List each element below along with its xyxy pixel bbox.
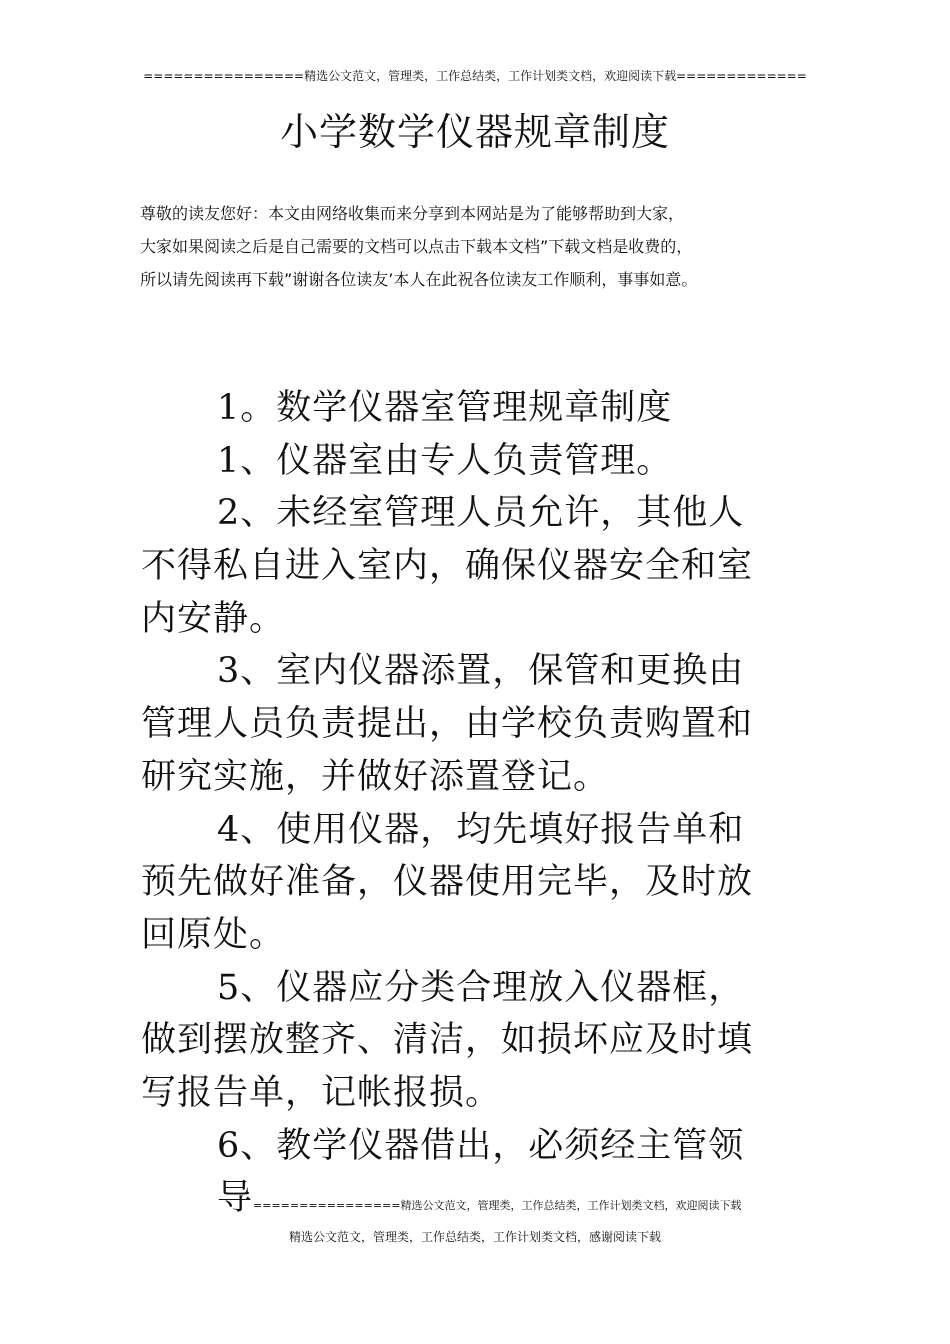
intro-line: 所以请先阅读再下载”谢谢各位读友’本人在此祝各位读友工作顺利，事事如意。 <box>140 270 698 289</box>
rule-4-line-1: 4、使用仪器，均先填好报告单和 <box>217 809 745 850</box>
rule-2-line-3: 内安静。 <box>141 598 286 639</box>
rule-6-line-2 <box>141 1172 821 1225</box>
rule-5-line-2: 做到摆放整齐、清洁，如损坏应及时填 <box>141 1020 754 1061</box>
header-banner: ================精选公文范文，管理类，工作总结类，工作计划类文档，欢迎阅读下载============= <box>143 69 807 83</box>
rule-6-last-word: 导 <box>217 1178 254 1219</box>
footer-note: 精选公文范文，管理类，工作总结类，工作计划类文档，感谢阅读下载 <box>288 1230 661 1244</box>
document-title: 小学数学仪器规章制度 <box>279 110 670 154</box>
intro-line: 尊敬的读友您好：本文由网络收集而来分享到本网站是为了能够帮助到大家， <box>140 204 685 223</box>
rule-3-line-1: 3、室内仪器添置，保管和更换由 <box>217 651 745 692</box>
document-body <box>141 382 821 1225</box>
rule-5-line-1: 5、仪器应分类合理放入仪器框， <box>217 967 745 1008</box>
inline-banner: ================精选公文范文，管理类，工作总结类，工作计划类文档，欢迎阅读下载 <box>253 1199 742 1213</box>
rule-5-line-3: 写报告单，记帐报损。 <box>141 1072 502 1113</box>
intro-line: 大家如果阅读之后是自己需要的文档可以点击下载本文档”下载文档是收费的， <box>140 237 693 256</box>
section-heading: 1。数学仪器室管理规章制度 <box>217 388 673 428</box>
rule-6-line-1: 6、教学仪器借出，必须经主管领 <box>217 1125 745 1166</box>
rule-4-line-3: 回原处。 <box>141 914 286 955</box>
intro-notice <box>140 197 860 296</box>
rule-3-line-2: 管理人员负责提出，由学校负责购置和 <box>141 704 754 745</box>
rule-4-line-2: 预先做好准备，仪器使用完毕，及时放 <box>141 862 754 903</box>
rule-1: 1、仪器室由专人负责管理。 <box>217 440 673 481</box>
rule-2-line-1: 2、未经室管理人员允许，其他人 <box>217 493 745 534</box>
rule-3-line-3: 研究实施，并做好添置登记。 <box>141 756 610 797</box>
rule-2-line-2: 不得私自进入室内，确保仪器安全和室 <box>141 546 754 587</box>
